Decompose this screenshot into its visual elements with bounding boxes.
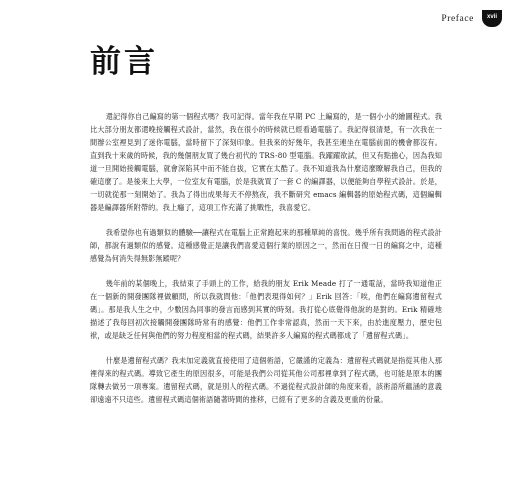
paragraph-3: 幾年前的某個晚上，我結束了手頭上的工作，給我的朋友 Erik Meade 打了一通電話，當時我知道他正在一個新的開發團隊裡做顧問，所以我就問他：「他們表現得如何？」Erik 回答：「唉，他們在編寫遺留程式碼」。那是我人生之中，少數因為同事的發言而感到其實的時刻。我打從心底覺得他說的是對的。Erik 精確地描述了我每回初次接觸開發團隊時常有的感覺：他們工作非常認真，然而一天下來，由於進度壓力，歷史包袱，或是缺乏任何與他們的努力程度相當的程式碼，結果許多人編寫的程式碼都成了「遺留程式碼」。 [90, 279, 442, 340]
chapter-title: 前言 [90, 44, 158, 80]
running-head [441, 10, 502, 27]
running-head-section-label: Preface [441, 13, 474, 24]
page-number-tab [482, 10, 502, 27]
body-text [90, 110, 442, 418]
paragraph-4: 什麼是遺留程式碼？我未加定義就直接使用了這個術語，它嚴謹的定義為：遺留程式碼就是指從其他人那裡得來的程式碼。導致它產生的原因很多，可能是我們公司從其他公司那裡拿到了程式碼，也可能是原本的團隊轉去做另一項專案。遺留程式碼，就是別人的程式碼。不過從程式設計師的角度來看，該術語所蘊涵的意義卻遠遠不只這些。遺留程式碼這個術語隨著時間的推移，已經有了更多的含義及更重的份量。 [90, 356, 442, 404]
paragraph-2: 我希望你也有過類似的體驗──讓程式在電腦上正常跑起來的那種單純的喜悅。幾乎所有我問過的程式設計師，都說有過類似的感覺。這種感覺正是讓我們喜愛這個行業的原因之一，然而在日復一日的編寫之中，這種感覺為何消失得無影無蹤呢？ [90, 228, 442, 263]
page-number: xvii [486, 14, 497, 20]
paragraph-1: 還記得你自己編寫的第一個程式嗎？我可記得。當年我在早期 PC 上編寫的，是一個小小的繪圖程式。我比大部分朋友都還晚接觸程式設計，當然，我在很小的時候就已經看過電腦了。我記得很清楚，有一次我在一間辦公室裡見到了迷你電腦，當時留下了深刻印象。但我來的好幾年，我甚至連坐在電腦前面的機會都沒有。直到我十來歲的時候，我的幾個朋友買了幾台初代的 TRS-80 型電腦。我躍躍欲試，但又有點擔心，因為我知道一旦開始接觸電腦，就會深陷其中而不能自拔，它實在太酷了。我不知道我為什麼這麼瞭解我自己，但我的確這麼了。是後來上大學，一位室友有電腦，於是我就買了一套 C 的編譯器，以便能夠自學程式設計。於是，一切就從那一刻開始了。我為了得出成果每天不停熬夜，我不斷研究 emacs 編輯器的原始程式碼，這個編輯器是編譯器所附帶的。我上癮了，這項工作充滿了挑戰性，我喜愛它。 [90, 112, 442, 212]
